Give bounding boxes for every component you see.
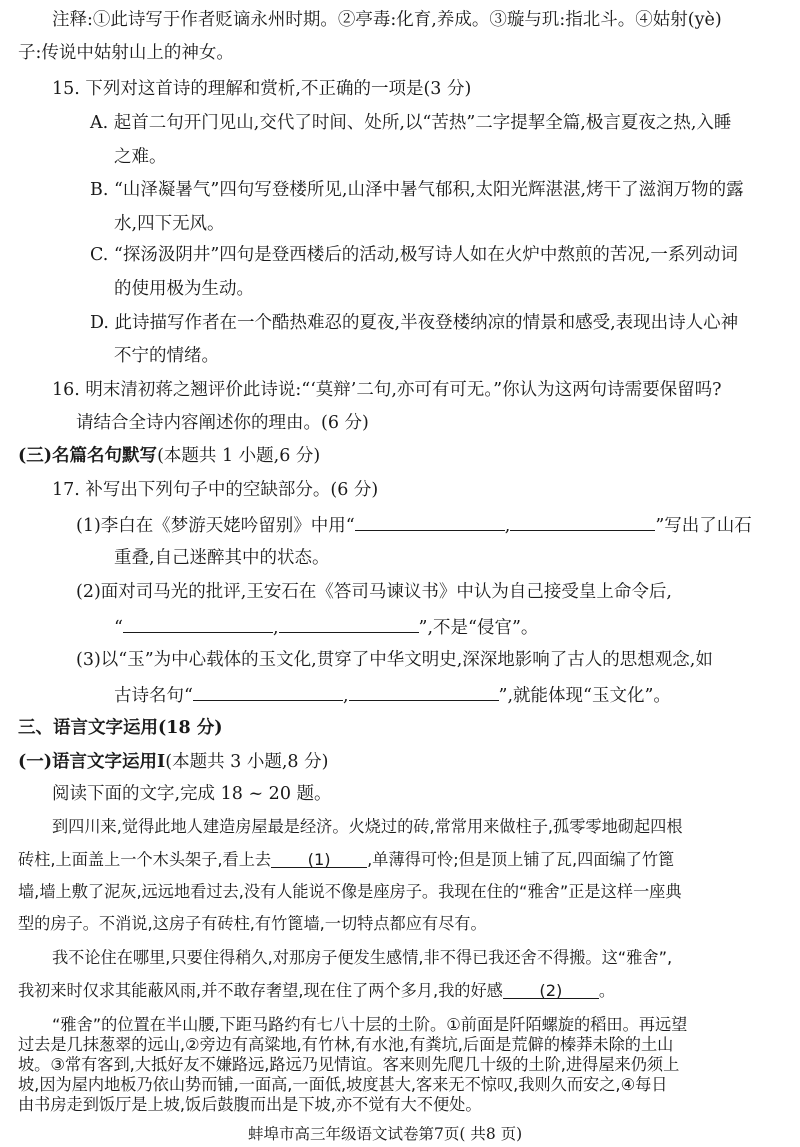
passage-p2-line2 (18, 979, 615, 1003)
passage-p1-line3: 墙,墙上敷了泥灰,远远地看过去,没有人能说不像是座房子。我现在住的“雅舍”正是这样一座典 (18, 882, 682, 901)
sub-1-title: (一)语言文字运用Ⅰ (18, 752, 166, 772)
passage-p3-line3: 坡。③常有客到,大抵好友不嫌路远,路远乃见情谊。客来则先爬几十级的土阶,进得屋来仍须上 (18, 1055, 680, 1074)
passage-p1-line2-b: ,单薄得可怜;但是顶上铺了瓦,四面编了竹篦 (367, 850, 675, 869)
passage-p1-line2 (18, 848, 674, 872)
q17-part3-blank-1[interactable] (193, 682, 343, 701)
q15-option-d-line1: D. 此诗描写作者在一个酷热难忍的夏夜,半夜登楼纳凉的情景和感受,表现出诗人心神 (90, 313, 739, 333)
q17-part3-line1: (3)以“玉”为中心载体的玉文化,贯穿了中华文明史,深深地影响了古人的思想观念,如 (76, 650, 713, 670)
q17-part2-line1: (2)面对司马光的批评,王安石在《答司马谏议书》中认为自己接受皇上命令后, (76, 582, 672, 602)
q17-part1-blank-1[interactable] (355, 512, 505, 531)
sub-1-heading (18, 750, 328, 774)
passage-p2-line2-a: 我初来时仅求其能蔽风雨,并不敢存奢望,现在住了两个多月,我的好感 (18, 981, 503, 1000)
q17-part1-line2: 重叠,自己迷醉其中的状态。 (114, 548, 330, 568)
q17-part3-line2 (114, 682, 671, 706)
part-3-heading: 三、语言文字运用(18 分) (18, 718, 223, 738)
passage-p3-line4: 坡,因为屋内地板乃依山势而铺,一面高,一面低,坡度甚大,客来无不惊叹,我则久而安之,④每日 (18, 1075, 668, 1094)
note-line-1: 注释:①此诗写于作者贬谪永州时期。②亭毒:化育,养成。③璇与玑:指北斗。④姑射(yè) (52, 10, 722, 30)
q17-part3-blank-2[interactable] (349, 682, 499, 701)
note-line-2: 子:传说中姑射山上的神女。 (18, 43, 234, 63)
passage-p2-line1: 我不论住在哪里,只要住得稍久,对那房子便发生感情,非不得已我还舍不得搬。这“雅舍”, (52, 948, 673, 967)
q17-part2-suffix: ”,不是“侵官”。 (418, 618, 539, 638)
q17-part3-comma: , (342, 686, 349, 706)
section-3-title: (三)名篇名句默写 (18, 446, 158, 466)
q17-part2-blank-1[interactable] (123, 614, 273, 633)
reading-intro: 阅读下面的文字,完成 18 ~ 20 题。 (52, 784, 332, 804)
q15-option-a-line1: A. 起首二句开门见山,交代了时间、处所,以“苦热”二字提挈全篇,极言夏夜之热,入睡 (90, 113, 732, 133)
q17-part1-prefix: (1)李白在《梦游天姥吟留别》中用“ (76, 516, 355, 536)
passage-p1-line4: 型的房子。不消说,这房子有砖柱,有竹篦墙,一切特点都应有尽有。 (18, 914, 487, 933)
q15-option-a-line2: 之难。 (114, 147, 167, 167)
passage-p2-line2-b: 。 (598, 981, 616, 1000)
q17-part1-blank-2[interactable] (510, 512, 655, 531)
passage-p1-line1: 到四川来,觉得此地人建造房屋最是经济。火烧过的砖,常常用来做柱子,孤零零地砌起四根 (52, 817, 683, 836)
section-3-heading (18, 444, 320, 468)
passage-p3-line1: “雅舍”的位置在半山腰,下距马路约有七八十层的土阶。①前面是阡陌螺旋的稻田。再远望 (52, 1015, 688, 1034)
sub-1-info: (本题共 3 小题,8 分) (165, 752, 329, 772)
passage-p3-line2: 过去是几抹葱翠的远山,②旁边有高粱地,有竹林,有水池,有粪坑,后面是荒僻的榛莽未除的土山 (18, 1035, 674, 1054)
q15-option-c-line2: 的使用极为生动。 (114, 279, 254, 299)
q17-part3-suffix: ”,就能体现“玉文化”。 (498, 686, 671, 706)
passage-p1-line2-a: 砖柱,上面盖上一个木头架子,看上去 (18, 850, 272, 869)
page-footer: 蚌埠市高三年级语文试卷第7页( 共8 页) (248, 1125, 523, 1143)
q15-option-d-line2: 不宁的情绪。 (114, 346, 219, 366)
q17-part1-suffix: ”写出了山石 (655, 516, 752, 536)
q15-option-b-line2: 水,四下无风。 (114, 214, 225, 234)
q17-part3-prefix: 古诗名句“ (114, 686, 193, 706)
passage-blank-2[interactable]: (2) (503, 980, 599, 999)
passage-blank-1[interactable]: (1) (271, 849, 367, 868)
q17-part2-comma: , (272, 618, 279, 638)
passage-p3-line5: 由书房走到饭厅是上坡,饭后鼓腹而出是下坡,亦不觉有大不便处。 (18, 1095, 482, 1114)
q16-line-2: 请结合全诗内容阐述你的理由。(6 分) (76, 413, 369, 433)
q17-part1-line1 (76, 512, 752, 536)
q17-part2-line2 (114, 614, 538, 638)
q15-option-b-line1: B. “山泽凝暑气”四句写登楼所见,山泽中暑气郁积,太阳光辉湛湛,烤干了滋润万物的露 (90, 180, 744, 200)
q17-stem: 17. 补写出下列句子中的空缺部分。(6 分) (52, 480, 379, 500)
q15-option-c-line1: C. “探汤汲阴井”四句是登西楼后的活动,极写诗人如在火炉中熬煎的苦况,一系列动词 (90, 245, 738, 265)
q17-part2-open-quote: “ (114, 618, 123, 638)
q17-part1-comma: , (504, 516, 511, 536)
section-3-info: (本题共 1 小题,6 分) (157, 446, 321, 466)
q15-stem: 15. 下列对这首诗的理解和赏析,不正确的一项是(3 分) (52, 79, 472, 99)
q16-line-1: 16. 明末清初蒋之翘评价此诗说:“‘莫辩’二句,亦可有可无。”你认为这两句诗需要保留吗? (52, 380, 722, 400)
q17-part2-blank-2[interactable] (279, 614, 419, 633)
